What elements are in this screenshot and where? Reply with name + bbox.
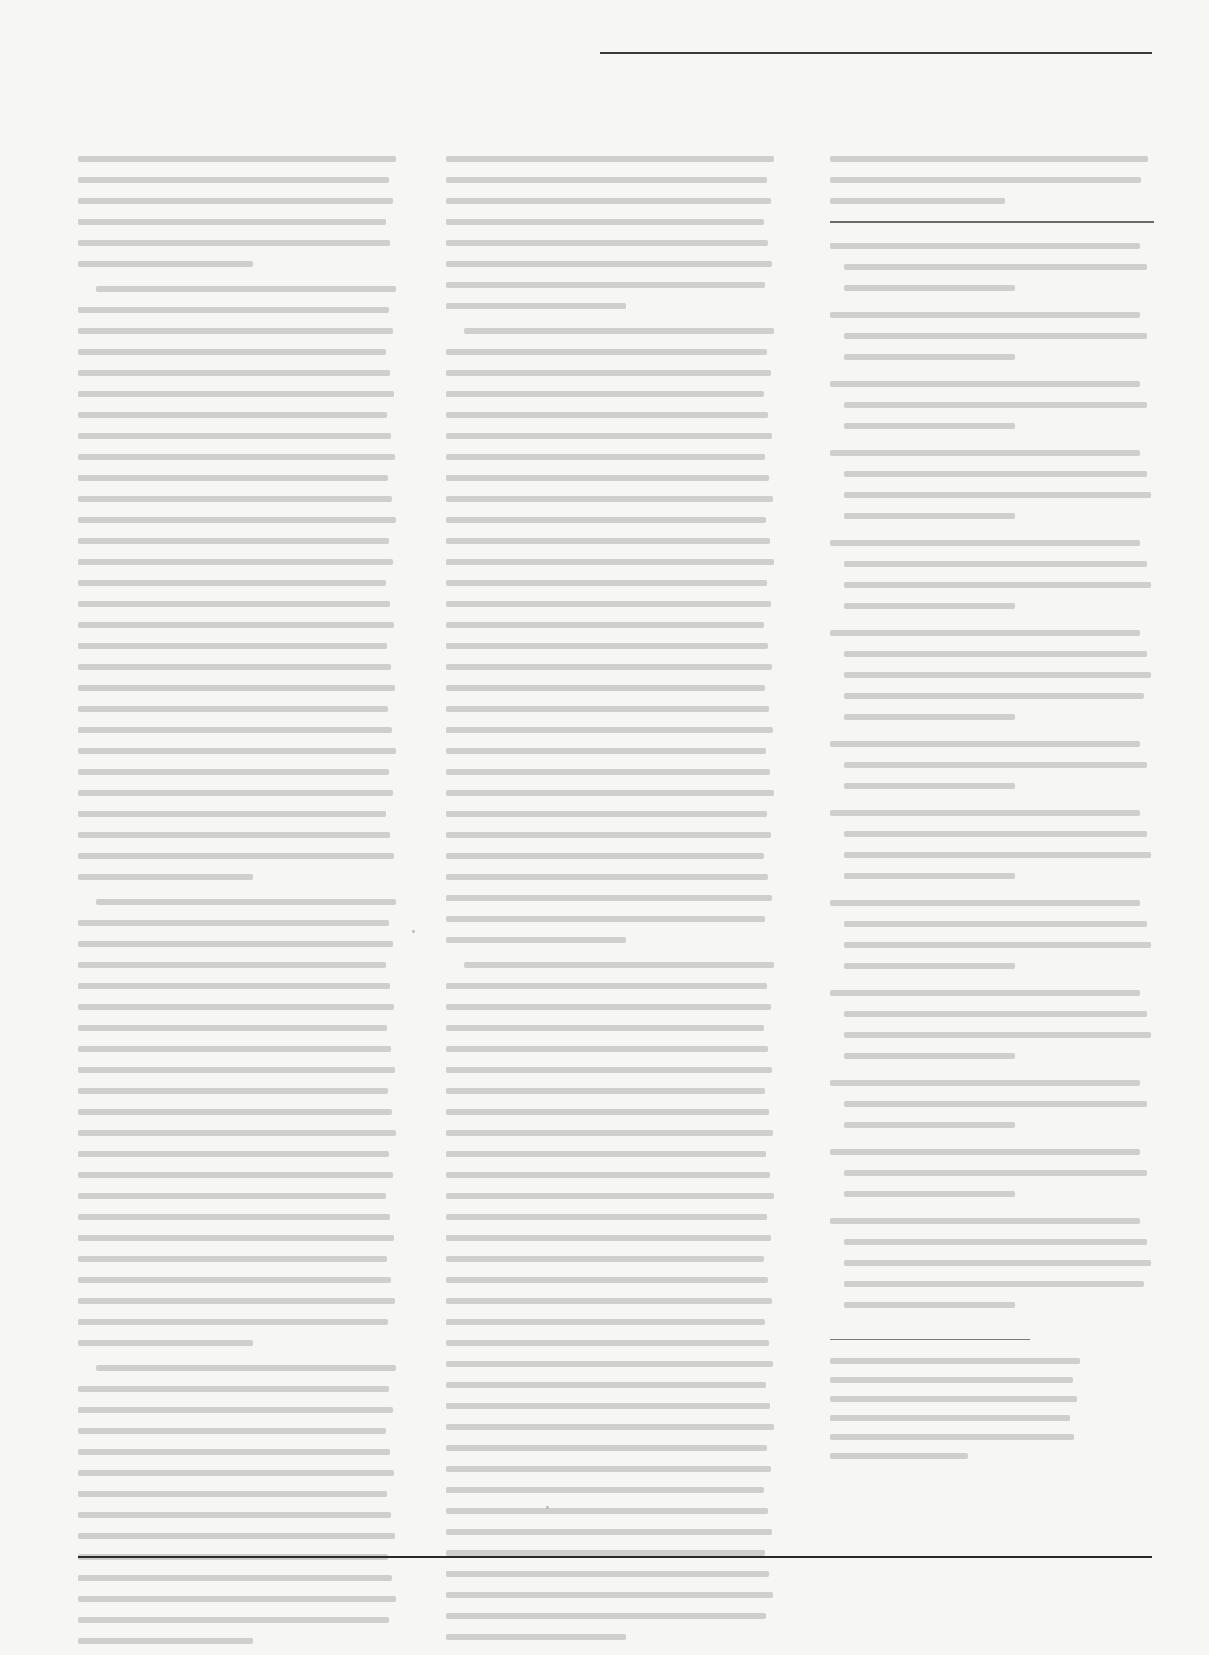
text-line: [830, 1407, 1154, 1426]
text-line: [78, 698, 400, 719]
text-line: [78, 740, 400, 761]
text-line: [830, 1445, 1154, 1464]
text-line: [78, 656, 400, 677]
text-line: [78, 677, 400, 698]
text-line: [446, 509, 778, 530]
text-line: [446, 232, 778, 253]
text-line: [78, 467, 400, 488]
text-line: [446, 1416, 778, 1437]
text-line: [830, 169, 1154, 190]
text-line: [830, 685, 1154, 706]
reference-entry: [830, 532, 1154, 616]
footer-rule: [78, 1556, 1152, 1558]
text-line: [830, 865, 1154, 886]
text-line: [830, 643, 1154, 664]
text-line: [446, 761, 778, 782]
text-line: [446, 635, 778, 656]
text-line: [446, 1311, 778, 1332]
text-line: [446, 1584, 778, 1605]
text-line: [446, 1164, 778, 1185]
text-line: [78, 190, 400, 211]
text-line: [78, 1332, 400, 1353]
text-line: [78, 891, 400, 912]
text-line: [830, 277, 1154, 298]
paragraph: [446, 320, 778, 950]
paragraph: [78, 278, 400, 887]
text-line: [446, 866, 778, 887]
text-line: [446, 593, 778, 614]
text-line: [446, 446, 778, 467]
text-line: [830, 1045, 1154, 1066]
text-line: [830, 463, 1154, 484]
text-line: [78, 148, 400, 169]
text-line: [830, 148, 1154, 169]
text-line: [446, 1122, 778, 1143]
text-line: [446, 1185, 778, 1206]
text-line: [78, 824, 400, 845]
text-line: [446, 1563, 778, 1584]
text-line: [446, 1080, 778, 1101]
text-line: [78, 509, 400, 530]
text-line: [78, 635, 400, 656]
reference-text: [830, 532, 1154, 616]
text-line: [78, 232, 400, 253]
reference-entry: [830, 622, 1154, 727]
text-line: [78, 996, 400, 1017]
column-3-opening-text: [830, 148, 1154, 211]
text-line: [830, 595, 1154, 616]
text-line: [78, 1399, 400, 1420]
text-line: [830, 1093, 1154, 1114]
text-line: [446, 1332, 778, 1353]
text-line: [78, 488, 400, 509]
text-line: [830, 235, 1154, 256]
text-line: [78, 782, 400, 803]
text-line: [830, 1426, 1154, 1445]
text-line: [446, 1269, 778, 1290]
text-line: [446, 274, 778, 295]
paragraph: [78, 891, 400, 1353]
text-line: [78, 169, 400, 190]
text-line: [830, 553, 1154, 574]
text-line: [78, 1311, 400, 1332]
text-line: [78, 1462, 400, 1483]
paragraph: [78, 1357, 400, 1651]
reference-entry: [830, 982, 1154, 1066]
text-line: [830, 802, 1154, 823]
reference-text: [830, 892, 1154, 976]
text-line: [446, 975, 778, 996]
text-line: [446, 1605, 778, 1626]
reference-text: [830, 235, 1154, 298]
text-line: [830, 1388, 1154, 1407]
text-line: [830, 1024, 1154, 1045]
scan-speck: [546, 1506, 549, 1509]
text-line: [446, 1206, 778, 1227]
reference-text: [830, 304, 1154, 367]
text-line: [830, 325, 1154, 346]
text-line: [830, 1072, 1154, 1093]
text-line: [78, 1420, 400, 1441]
text-line: [446, 1038, 778, 1059]
text-line: [830, 394, 1154, 415]
text-line: [78, 1525, 400, 1546]
text-line: [446, 169, 778, 190]
text-line: [78, 383, 400, 404]
text-line: [830, 373, 1154, 394]
text-line: [446, 824, 778, 845]
reference-entry: [830, 235, 1154, 298]
text-line: [446, 383, 778, 404]
text-line: [446, 1395, 778, 1416]
text-line: [446, 488, 778, 509]
reference-entry: [830, 802, 1154, 886]
reference-text: [830, 1141, 1154, 1204]
text-line: [446, 803, 778, 824]
text-line: [78, 975, 400, 996]
text-line: [830, 1231, 1154, 1252]
text-line: [78, 1206, 400, 1227]
text-line: [78, 1038, 400, 1059]
text-line: [78, 954, 400, 975]
text-line: [446, 1248, 778, 1269]
text-line: [446, 425, 778, 446]
text-line: [830, 955, 1154, 976]
text-line: [830, 505, 1154, 526]
text-line: [830, 1252, 1154, 1273]
text-line: [78, 530, 400, 551]
footnote-rule: [830, 1339, 1030, 1340]
text-line: [78, 1122, 400, 1143]
text-line: [78, 1630, 400, 1651]
text-line: [78, 1248, 400, 1269]
text-line: [78, 299, 400, 320]
text-line: [446, 1458, 778, 1479]
text-line: [446, 1143, 778, 1164]
text-line: [78, 1441, 400, 1462]
text-line: [78, 1290, 400, 1311]
reference-text: [830, 802, 1154, 886]
text-line: [446, 1521, 778, 1542]
text-line: [446, 1101, 778, 1122]
text-line: [78, 866, 400, 887]
text-line: [446, 1353, 778, 1374]
text-line: [446, 320, 778, 341]
text-line: [446, 148, 778, 169]
text-line: [830, 982, 1154, 1003]
text-line: [830, 484, 1154, 505]
text-line: [446, 698, 778, 719]
reference-text: [830, 982, 1154, 1066]
text-line: [830, 706, 1154, 727]
text-line: [830, 733, 1154, 754]
text-line: [78, 803, 400, 824]
text-line: [446, 908, 778, 929]
text-line: [830, 754, 1154, 775]
text-line: [78, 1101, 400, 1122]
paragraph: [446, 954, 778, 1647]
text-line: [78, 1143, 400, 1164]
text-line: [78, 551, 400, 572]
text-line: [78, 278, 400, 299]
reference-entry: [830, 1072, 1154, 1135]
text-line: [78, 912, 400, 933]
text-line: [446, 740, 778, 761]
text-line: [830, 1273, 1154, 1294]
reference-text: [830, 1210, 1154, 1315]
text-line: [78, 1609, 400, 1630]
text-line: [78, 1185, 400, 1206]
text-line: [446, 1626, 778, 1647]
text-line: [446, 887, 778, 908]
text-line: [830, 1114, 1154, 1135]
text-line: [78, 1588, 400, 1609]
reference-entry: [830, 1141, 1154, 1204]
text-line: [446, 1437, 778, 1458]
text-line: [446, 656, 778, 677]
text-line: [78, 1504, 400, 1525]
text-line: [830, 256, 1154, 277]
reference-entry: [830, 442, 1154, 526]
text-line: [446, 1542, 778, 1563]
text-line: [78, 593, 400, 614]
text-line: [446, 551, 778, 572]
text-line: [446, 341, 778, 362]
text-line: [830, 1294, 1154, 1315]
reference-entry: [830, 733, 1154, 796]
text-line: [446, 1374, 778, 1395]
text-line: [830, 190, 1154, 211]
paragraph: [446, 148, 778, 316]
text-line: [446, 572, 778, 593]
text-line: [78, 1378, 400, 1399]
text-line: [78, 446, 400, 467]
text-line: [78, 845, 400, 866]
text-line: [78, 425, 400, 446]
text-line: [830, 1162, 1154, 1183]
text-line: [446, 929, 778, 950]
text-line: [830, 664, 1154, 685]
reference-text: [830, 733, 1154, 796]
text-line: [78, 362, 400, 383]
text-line: [78, 1483, 400, 1504]
text-line: [78, 1059, 400, 1080]
text-line: [446, 295, 778, 316]
text-line: [830, 1141, 1154, 1162]
text-line: [78, 1080, 400, 1101]
section-rule: [830, 221, 1154, 223]
text-line: [830, 823, 1154, 844]
text-line: [446, 211, 778, 232]
text-line: [830, 1369, 1154, 1388]
text-line: [78, 1227, 400, 1248]
text-line: [78, 1567, 400, 1588]
reference-text: [830, 622, 1154, 727]
text-line: [78, 404, 400, 425]
reference-entry: [830, 1210, 1154, 1315]
text-line: [446, 954, 778, 975]
text-line: [830, 913, 1154, 934]
reference-entry: [830, 892, 1154, 976]
text-line: [78, 933, 400, 954]
text-line: [830, 1183, 1154, 1204]
reference-entry: [830, 304, 1154, 367]
text-line: [830, 1003, 1154, 1024]
text-line: [78, 1357, 400, 1378]
text-line: [78, 253, 400, 274]
text-line: [446, 614, 778, 635]
text-line: [446, 782, 778, 803]
text-line: [446, 1479, 778, 1500]
text-line: [78, 341, 400, 362]
text-line: [446, 530, 778, 551]
text-line: [446, 404, 778, 425]
text-line: [830, 892, 1154, 913]
text-line: [446, 719, 778, 740]
footnote-block: [830, 1350, 1154, 1464]
text-line: [446, 1017, 778, 1038]
text-line: [446, 677, 778, 698]
text-column-2: [446, 148, 778, 1651]
text-line: [830, 304, 1154, 325]
text-line: [446, 1500, 778, 1521]
text-line: [446, 845, 778, 866]
text-line: [446, 190, 778, 211]
text-line: [830, 775, 1154, 796]
text-line: [446, 1290, 778, 1311]
text-line: [446, 996, 778, 1017]
text-line: [78, 719, 400, 740]
text-line: [830, 532, 1154, 553]
text-line: [830, 934, 1154, 955]
text-line: [78, 614, 400, 635]
text-line: [78, 572, 400, 593]
text-line: [78, 1269, 400, 1290]
reference-text: [830, 373, 1154, 436]
text-line: [446, 1227, 778, 1248]
text-line: [446, 1059, 778, 1080]
paragraph: [78, 148, 400, 274]
text-line: [78, 320, 400, 341]
reference-text: [830, 1072, 1154, 1135]
text-column-3: [830, 148, 1154, 1468]
text-line: [830, 442, 1154, 463]
text-line: [830, 574, 1154, 595]
text-line: [446, 467, 778, 488]
header-rule: [600, 52, 1152, 54]
text-line: [830, 1350, 1154, 1369]
text-line: [78, 761, 400, 782]
reference-entry: [830, 373, 1154, 436]
text-line: [78, 1164, 400, 1185]
footnote-text: [830, 1350, 1154, 1464]
opening-paragraph: [830, 148, 1154, 211]
text-line: [830, 346, 1154, 367]
text-line: [830, 415, 1154, 436]
reference-text: [830, 442, 1154, 526]
text-line: [446, 253, 778, 274]
text-line: [830, 1210, 1154, 1231]
text-column-1: [78, 148, 400, 1655]
text-line: [830, 622, 1154, 643]
scan-speck: [412, 930, 415, 933]
text-line: [78, 211, 400, 232]
text-line: [446, 362, 778, 383]
text-line: [830, 844, 1154, 865]
text-line: [78, 1017, 400, 1038]
reference-list: [830, 235, 1154, 1315]
